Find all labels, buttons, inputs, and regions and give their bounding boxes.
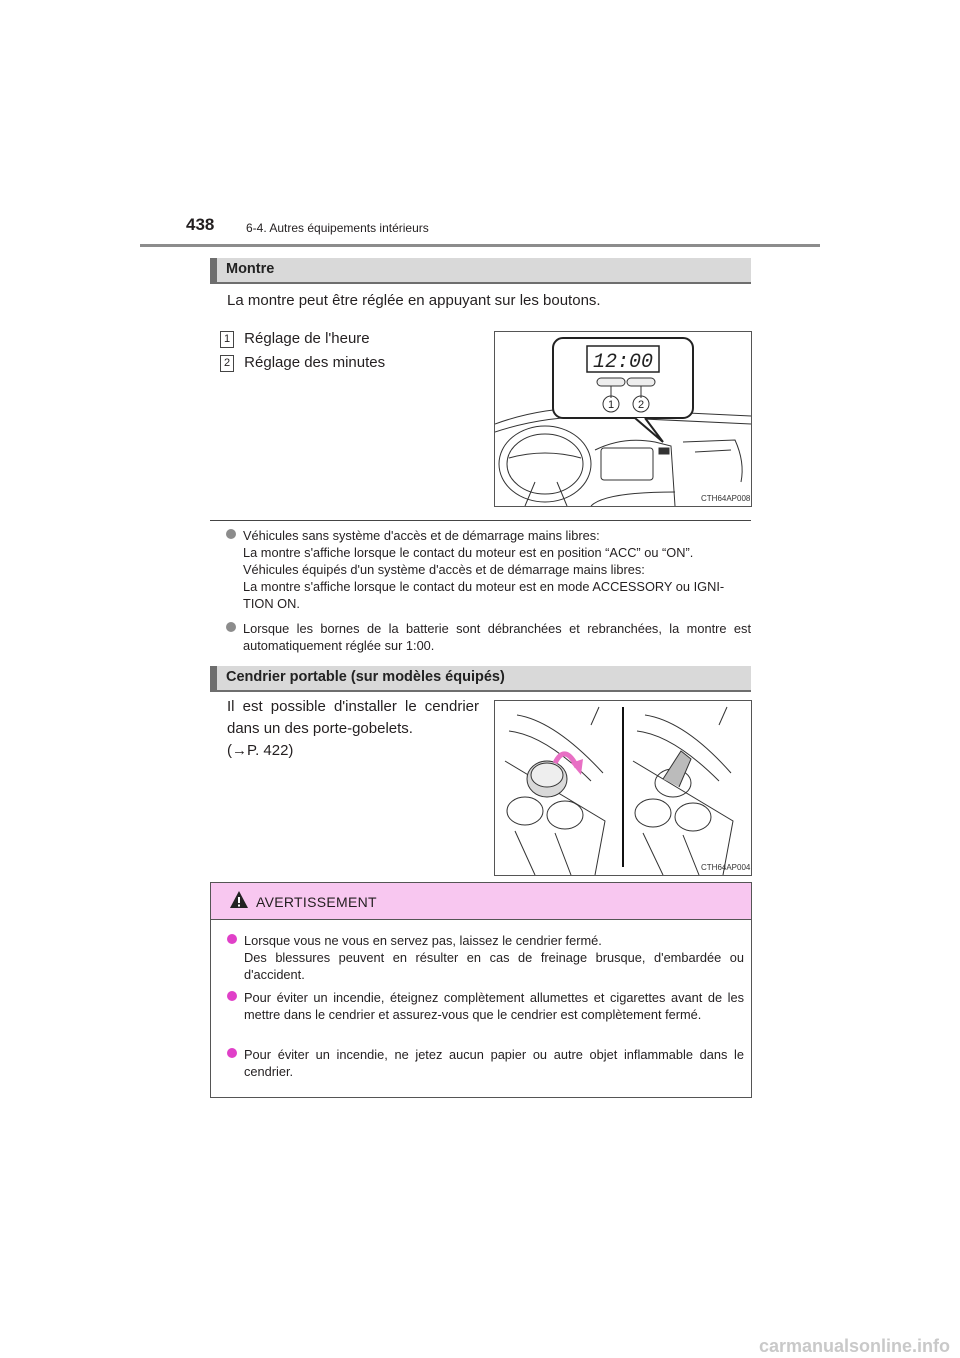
cross-reference: (→P. 422) [227,742,294,759]
item-number: 2 [220,355,234,372]
list-item [220,328,370,350]
note-item [226,620,751,654]
warning-text: Pour éviter un incendie, ne jetez aucun papier ou autre objet inflammable dans le cendrier. [244,1047,744,1079]
dashboard-drawing [495,332,751,506]
section-heading-cendrier [210,666,751,692]
list-item [220,352,385,374]
warning-title: AVERTISSEMENT [256,894,377,910]
bullet-icon [226,529,236,539]
cendrier-text-line: Il est possible d'installer le cendrier dans un des porte-gobelets. [227,698,479,737]
watermark-bar [0,1334,960,1358]
notes-divider [210,520,751,521]
bullet-icon [226,622,236,632]
heading-stripe [210,258,217,282]
warning-triangle-icon [229,890,249,910]
header-divider [140,244,820,247]
montre-intro: La montre peut être réglée en appuyant sur les boutons. [227,292,601,309]
section-title: Montre [226,261,275,277]
figure-code: CTH64AP008 [701,494,751,503]
note-text: Véhicules sans système d'accès et de démarrage mains libres: La montre s'affiche lorsque le contact du moteur est en position “ACC” ou “ON”. Véhicules équipés d'un système d'accès et de démarrage mains libres: La montre s'affiche lorsque le contact du moteur est en mode ACCESSORY ou IGNI- TION ON. [243,528,725,611]
ashtray-illustration [494,700,752,876]
note-item [226,527,751,612]
warning-item [227,989,744,1023]
warning-box [210,882,752,1098]
item-label: Réglage de l'heure [244,330,370,347]
section-title: Cendrier portable (sur modèles équipés) [226,669,505,685]
bullet-icon [227,934,237,944]
chapter-title: 6-4. Autres équipements intérieurs [246,221,429,235]
watermark-text: carmanualsonline.info [758,1336,950,1356]
page-number: 438 [186,215,215,234]
figure-code: CTH64AP004 [701,863,751,872]
section-heading-montre [210,258,751,284]
warning-item [227,1046,744,1080]
item-number: 1 [220,331,234,348]
warning-header [211,883,751,920]
cendrier-text [227,696,479,762]
callout-1: 1 [607,399,615,411]
bullet-icon [227,1048,237,1058]
clock-display: 12:00 [592,351,654,374]
warning-text: Lorsque vous ne vous en servez pas, laissez le cendrier fermé. Des blessures peuvent en résulter en cas de freinage brusque, d'embardée ou d'accident. [244,933,744,982]
cup-holder-drawing [495,701,751,875]
warning-item [227,932,744,983]
heading-stripe [210,666,217,690]
item-label: Réglage des minutes [244,354,386,371]
bullet-icon [227,991,237,1001]
clock-illustration [494,331,752,507]
callout-2: 2 [637,399,645,411]
note-text: Lorsque les bornes de la batterie sont débranchées et rebranchées, la montre est automatiquement réglée sur 1:00. [243,621,751,653]
warning-text: Pour éviter un incendie, éteignez complètement allumettes et cigarettes avant de les mettre dans le cendrier et assurez-vous que le cendrier est complètement fermé. [244,990,744,1022]
